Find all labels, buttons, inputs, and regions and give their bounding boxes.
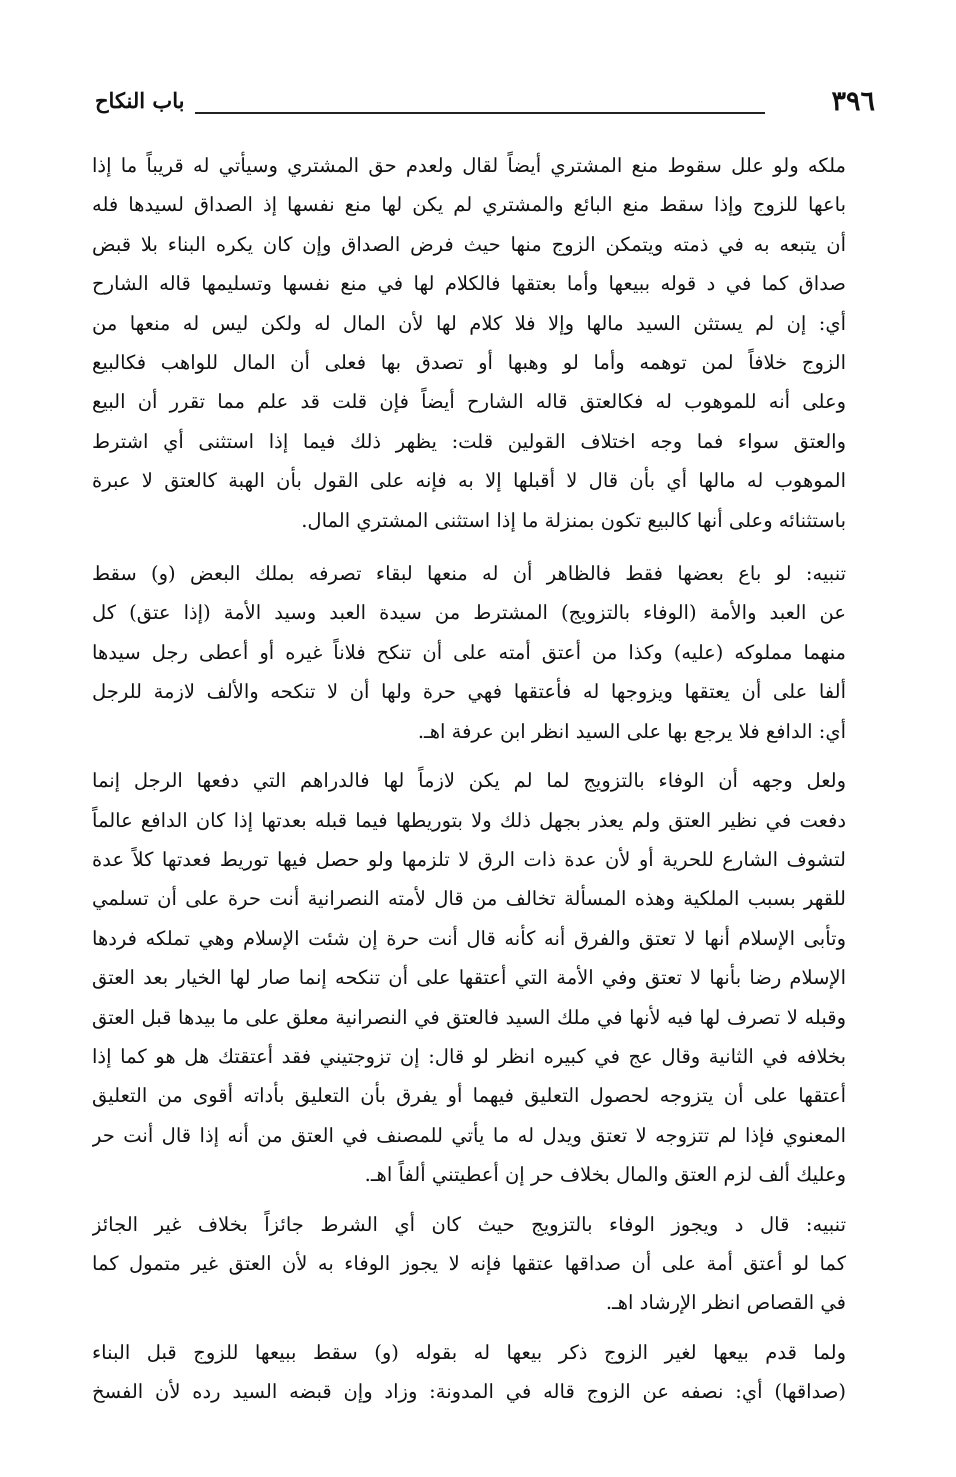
text-line: أعتقها على أن يتزوجه لحصول التعليق فيهما أو يفرق بأن التعليق بأداته أقوى من التعليق — [92, 1084, 846, 1108]
paragraph-5 — [92, 1333, 846, 1412]
text-line: ألفا على أن يعتقها ويزوجها له فأعتقها فهي حرة ولها أن لا تنكحه والألف لازمة للرجل — [92, 680, 846, 704]
text-line: ملكه ولو علل سقوط منع المشتري أيضاً لقال ولعدم حق المشتري وسيأتي له قريباً ما إذا — [92, 154, 846, 177]
paragraph-3 — [92, 761, 846, 1194]
running-header — [95, 86, 875, 126]
paragraph-4-note — [92, 1205, 846, 1323]
text-line: وقبله لا تصرف لها فيه لأنها في ملك السيد فالعتق في النصرانية معلق على ما بيدها قبل العتق — [92, 1005, 846, 1029]
chapter-title: باب النكاح — [95, 88, 185, 113]
text-line: تنبيه: قال د ويجوز الوفاء بالتزويج حيث كان أي الشرط جائزاً بخلاف غير الجائز — [92, 1212, 846, 1236]
text-line: منهما مملوكه (عليه) وكذا من أعتق أمته على أن تنكح فلاناً غيره أو أعطى رجل سيدها — [92, 640, 846, 664]
text-line: في القصاص انظر الإرشاد اهـ. — [605, 1291, 846, 1315]
header-rule — [195, 112, 765, 114]
text-line: صداق كما في د قوله ببيعها وأما بعتقها فالكلام لها في منع نفسها وتسليمها قاله الشارح — [92, 272, 846, 296]
page-number: ٣٩٦ — [831, 86, 875, 117]
text-line: باستثنائه وعلى أنها كالبيع تكون بمنزلة ما إذا استثنى المشتري المال. — [301, 508, 846, 532]
text-line: للقهر بسبب الملكية وهذه المسألة تخالف من قال لأمته النصرانية أنت حرة على أن تسلمي — [92, 887, 846, 911]
text-line: عن العبد والأمة (الوفاء بالتزويج) المشترط من سيدة العبد وسيد الأمة (إذا عتق) كل — [92, 601, 846, 625]
text-line: أي: إن لم يستثن السيد مالها وإلا فلا كلام لها لأن المال له ولكن ليس له منعها من — [92, 311, 846, 335]
text-line: كما لو أعتق أمة على أن صداقها عتقها فإنه لا يجوز الوفاء به لأن العتق غير متمول كما — [92, 1251, 846, 1275]
text-line: بخلافه في الثانية وقال عج في كبيره انظر لو قال: إن تزوجتيني فقد أعتقتك هل هو كما إذا — [92, 1044, 846, 1068]
text-line: لتشوف الشارع للحرية أو لأن عدة ذات الرق لا تلزمها ولو حصل فيها توريط فعدتها كلاً عدة — [92, 847, 846, 871]
text-line: دفعت في نظير العتق ولم يعذر بجهل ذلك ولا بتوريطها فيما قبله بعدتها إذا كان الدافع عالماً — [92, 808, 846, 832]
text-line: أن يتبعه به في ذمته ويتمكن الزوج منها حيث فرض الصداق وإن كان يكره البناء بلا قبض — [92, 232, 846, 256]
paragraph-2-note — [92, 554, 846, 751]
text-line: ولما قدم بيعها لغير الزوج ذكر بيعها له بقوله (و) سقط ببيعها للزوج قبل البناء — [92, 1340, 846, 1364]
text-line: وعليك ألف لزم العتق والمال بخلاف حر إن أعطيتني ألفاً اهـ. — [364, 1163, 846, 1187]
text-line: تنبيه: لو باع بعضها فقط فالظاهر أن له منعها لبقاء تصرفه بملك البعض (و) سقط — [92, 562, 846, 586]
text-line: (صداقها) أي: نصفه عن الزوج قاله في المدونة: وزاد وإن قبضه السيد رده لأن الفسخ — [92, 1380, 846, 1404]
body-text — [92, 146, 846, 1422]
text-line: وتأبى الإسلام أنها لا تعتق والفرق أنه كأنه قال أنت حرة إن شئت الإسلام وهي تملكه فردها — [92, 926, 846, 950]
text-line: وعلى أنه للموهوب له فكالعتق قاله الشارح أيضاً فإن قلت قد علم مما تقرر أن البيع — [92, 390, 846, 414]
text-line: ولعل وجهه أن الوفاء بالتزويج لما لم يكن لازماً لها فالدراهم التي دفعها الرجل إنما — [92, 769, 846, 793]
text-line: الموهوب له مالها أي بأن قال لا أقبلها إلا به فإنه على القول بأن الهبة كالعتق لا عبرة — [92, 469, 846, 493]
text-line: باعها للزوج وإذا سقط منع البائع والمشتري لم يكن لها منع نفسها إذ الصداق لسيدها فله — [92, 193, 846, 217]
paragraph-1 — [92, 146, 846, 540]
text-line: المعنوي فإذا لم تتزوجه لا تعتق ويدل له ما يأتي للمصنف في العتق من أنه إذا قال أنت حر — [92, 1123, 846, 1147]
text-line: الإسلام رضا بأنها لا تعتق وفي الأمة التي أعتقها على أن تنكحه إنما صار لها الخيار بعد العتق — [92, 966, 846, 990]
text-line: والعتق سواء فما وجه اختلاف القولين قلت: يظهر ذلك فيما إذا استثنى أي اشترط — [92, 429, 846, 453]
text-line: أي: الدافع فلا يرجع بها على السيد انظر ابن عرفة اهـ. — [417, 719, 846, 743]
text-line: الزوج خلافاً لمن توهمه وأما لو وهبها أو تصدق بها فعلى أن المال للواهب فكالبيع — [92, 351, 846, 375]
